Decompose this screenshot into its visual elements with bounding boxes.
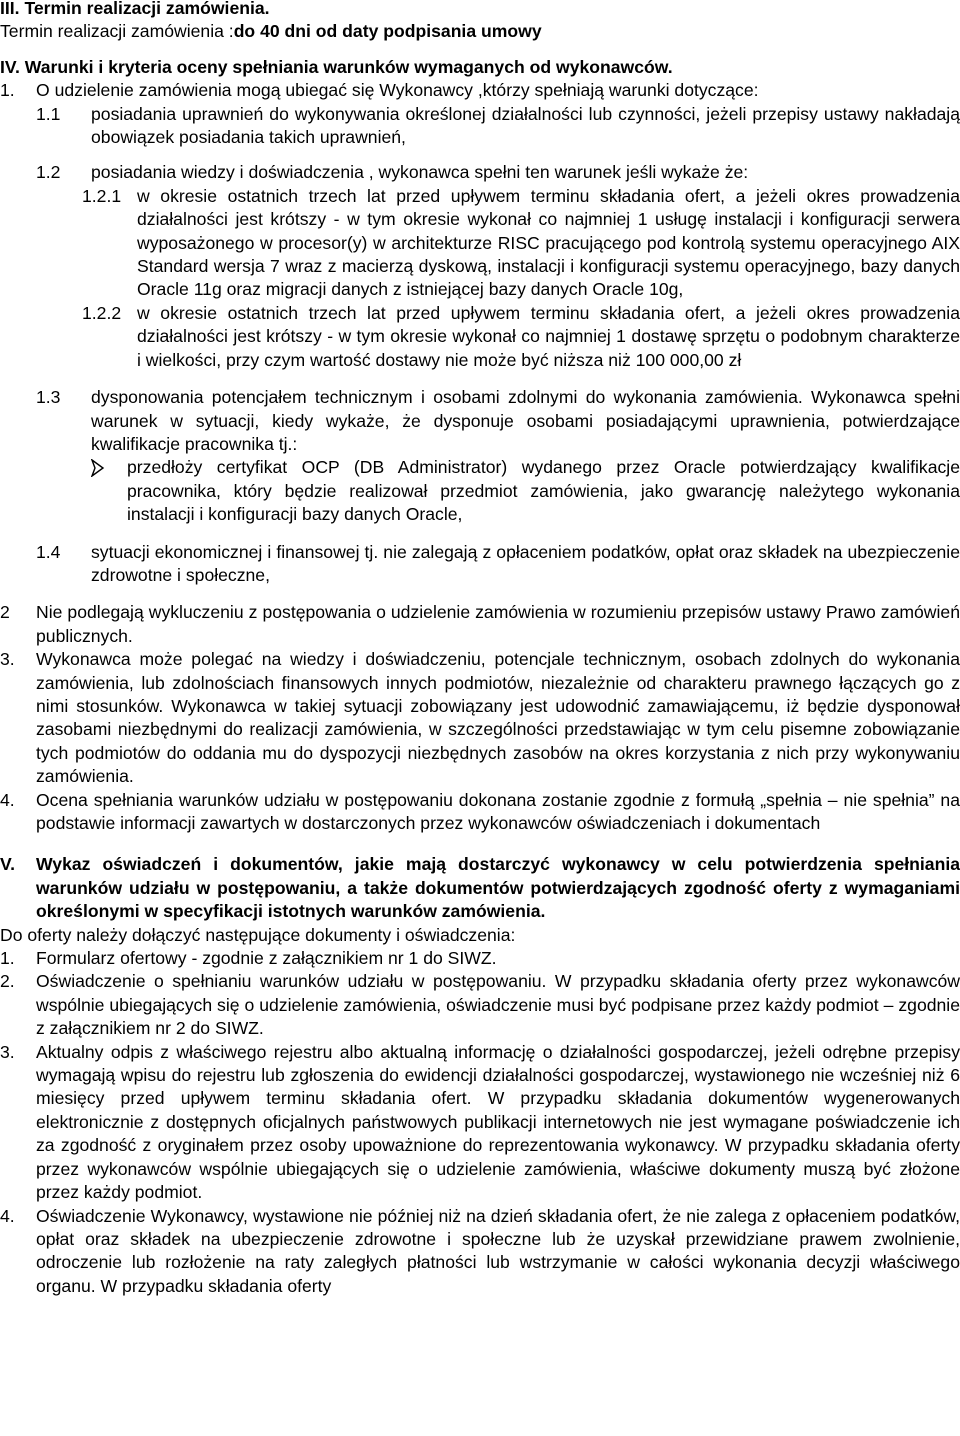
point-number: 1.4 xyxy=(36,541,61,562)
point-number: 1.2 xyxy=(36,162,61,183)
point-number: 4. xyxy=(0,789,15,810)
section-4-heading: IV. Warunki i kryteria oceny spełniania warunków wymaganych od wykonawców. xyxy=(0,56,673,77)
point-number: 1.3 xyxy=(36,387,61,408)
section-title: Wykaz oświadczeń i dokumentów, jakie mają dostarczyć wykonawcy w celu potwierdzenia spełniania warunków udziału w postępowaniu, a także dokumentów potwierdzających zgodność oferty z wymaganiami określonymi w specyfikacji istotnych warunków zamówienia. xyxy=(36,854,960,922)
item-text: Formularz ofertowy - zgodnie z załącznikiem nr 1 do SIWZ. xyxy=(36,948,497,969)
document-item-2 xyxy=(0,970,960,1040)
section-5-intro: Do oferty należy dołączyć następujące dokumenty i oświadczenia: xyxy=(0,924,516,945)
condition-1-2-2 xyxy=(82,302,960,372)
section-4-point-1 xyxy=(0,79,960,102)
section-3-heading: III. Termin realizacji zamówienia. xyxy=(0,0,270,18)
arrow-bullet-icon xyxy=(91,456,127,526)
section-5-heading xyxy=(0,853,960,923)
point-text: przedłoży certyfikat OCP (DB Administrator) wydanego przez Oracle potwierdzający kwalifikacje pracownika, który będzie realizował przedmiot zamówienia, jako gwarancję należytego wykonania instalacji i konfiguracji bazy danych Oracle, xyxy=(127,457,960,525)
point-text: Ocena spełniania warunków udziału w postępowaniu dokonana zostanie zgodnie z formułą „spełnia – nie spełnia” na podstawie informacji zawartych w dostarczonych przez wykonawców oświadczeniach i dokumentach xyxy=(36,789,960,833)
point-text: Wykonawca może polegać na wiedzy i doświadczeniu, potencjale technicznym, osobach zdolnych do wykonania zamówienia, lub zdolnościach finansowych innych podmiotów, niezależnie od charakteru prawnego łączących go z nimi stosunków. Wykonawca w takiej sytuacji zobowiązany jest udowodnić zamawiającemu, iż będzie dysponował zasobami niezbędnymi do realizacji zamówienia, w szczególności przedstawiając w tym celu pisemne zobowiązanie tych podmiotów do oddania mu do dyspozycji niezbędnych zasobów na okres korzystania z nich przy wykonywaniu zamówienia. xyxy=(36,649,960,787)
item-text: Aktualny odpis z właściwego rejestru albo aktualną informację o działalności gospodarczej, jeżeli odrębne przepisy wymagają wpisu do rejestru lub zgłoszenia do ewidencji działalności gospodarczej, wystawionego nie wcześniej niż 6 miesięcy przed upływem terminu składania ofert. W przypadku składania dokumentów wygenerowanych elektronicznie z dostępnych oficjalnych państwowych publikacji internetowych nie jest wymagane poświadczenie ich za zgodność z oryginałem przez osoby upoważnione do reprezentowania wykonawcy. W przypadku składania oferty przez wykonawców wspólnie ubiegających się o udzielenie zamówienia, właściwe dokumenty muszą być złożone przez każdy podmiot. xyxy=(36,1041,960,1203)
item-number: 4. xyxy=(0,1205,15,1226)
section-4-point-4 xyxy=(0,789,960,836)
point-number: 1.1 xyxy=(36,103,61,124)
point-text: posiadania wiedzy i doświadczenia , wykonawca spełni ten warunek jeśli wykaże że: xyxy=(91,162,749,183)
section-number: V. xyxy=(0,854,16,875)
point-number: 2 xyxy=(0,602,10,623)
condition-1-2 xyxy=(36,161,960,184)
point-number: 1. xyxy=(0,80,15,101)
point-text: posiadania uprawnień do wykonywania określonej działalności lub czynności, jeżeli przepisy ustawy nakładają obowiązek posiadania takich uprawnień, xyxy=(91,103,960,148)
condition-1-3-bullet xyxy=(91,456,960,526)
section-4-point-3 xyxy=(0,648,960,788)
condition-1-1 xyxy=(36,103,960,150)
item-number: 3. xyxy=(0,1041,15,1062)
condition-1-4 xyxy=(36,541,960,588)
point-number: 1.2.1 xyxy=(82,185,122,206)
item-text: Oświadczenie o spełnianiu warunków udziału w postępowaniu. W przypadku składania oferty przez wykonawców wspólnie ubiegających się o udzielenie zamówienia, oświadczenie musi być podpisane przez każdy podmiot – zgodnie z załącznikiem nr 2 do SIWZ. xyxy=(36,971,960,1039)
point-text: O udzielenie zamówienia mogą ubiegać się Wykonawcy ,którzy spełniają warunki dotyczące: xyxy=(36,80,759,101)
point-text: w okresie ostatnich trzech lat przed upływem terminu składania ofert, a jeżeli okres prowadzenia działalności jest krótszy - w tym okresie wykonał co najmniej 1 dostawę sprzętu o podobnym charakterze i wielkości, przy czym wartość dostawy nie może być niższa niż 100 000,00 zł xyxy=(137,302,960,370)
document-item-4 xyxy=(0,1205,960,1299)
point-text: dysponowania potencjałem technicznym i osobami zdolnymi do wykonania zamówienia. Wykonawca spełni warunek w sytuacji, kiedy wykaże, że dysponuje osobami posiadającymi uprawnienia, potwierdzające kwalifikacje pracownika tj.: xyxy=(91,387,960,454)
condition-1-2-1 xyxy=(82,185,960,302)
section-3-deadline: do 40 dni od daty podpisania umowy xyxy=(233,21,542,42)
item-number: 2. xyxy=(0,971,15,992)
section-4-point-2 xyxy=(0,601,960,648)
point-text: sytuacji ekonomicznej i finansowej tj. nie zalegają z opłaceniem podatków, opłat oraz składek na ubezpieczenie zdrowotne i społeczne, xyxy=(91,541,960,585)
point-number: 1.2.2 xyxy=(82,302,122,323)
point-text: Nie podlegają wykluczeniu z postępowania o udzielenie zamówienia w rozumieniu przepisów ustawy Prawo zamówień publicznych. xyxy=(36,602,960,646)
point-number: 3. xyxy=(0,649,15,670)
item-number: 1. xyxy=(0,948,15,969)
condition-1-3 xyxy=(36,386,960,456)
point-text: w okresie ostatnich trzech lat przed upływem terminu składania ofert, a jeżeli okres prowadzenia działalności jest krótszy - w tym okresie wykonał co najmniej 1 usługę instalacji i konfiguracji serwera wyposażonego w procesor(y) w architekturze RISC pracującego pod kontrolą systemu operacyjnego AIX Standard wersja 7 wraz z macierzą dyskową, instalacji i konfiguracji systemu operacyjnego, bazy danych Oracle 11g oraz migracji danych z istniejącej bazy danych Oracle 10g, xyxy=(137,185,960,300)
section-3-line xyxy=(0,20,960,43)
item-text: Oświadczenie Wykonawcy, wystawione nie później niż na dzień składania ofert, że nie zalega z opłaceniem podatków, opłat oraz składek na ubezpieczenie zdrowotne i społeczne lub że uzyskał przewidziane prawem zwolnienie, odroczenie lub rozłożenie na raty zaległych płatności lub wstrzymanie w całości wykonania decyzji właściwego organu. W przypadku składania oferty xyxy=(36,1205,960,1296)
document-item-3 xyxy=(0,1041,960,1205)
document-item-1 xyxy=(0,947,960,970)
section-3-line-prefix: Termin realizacji zamówienia : xyxy=(0,21,234,42)
